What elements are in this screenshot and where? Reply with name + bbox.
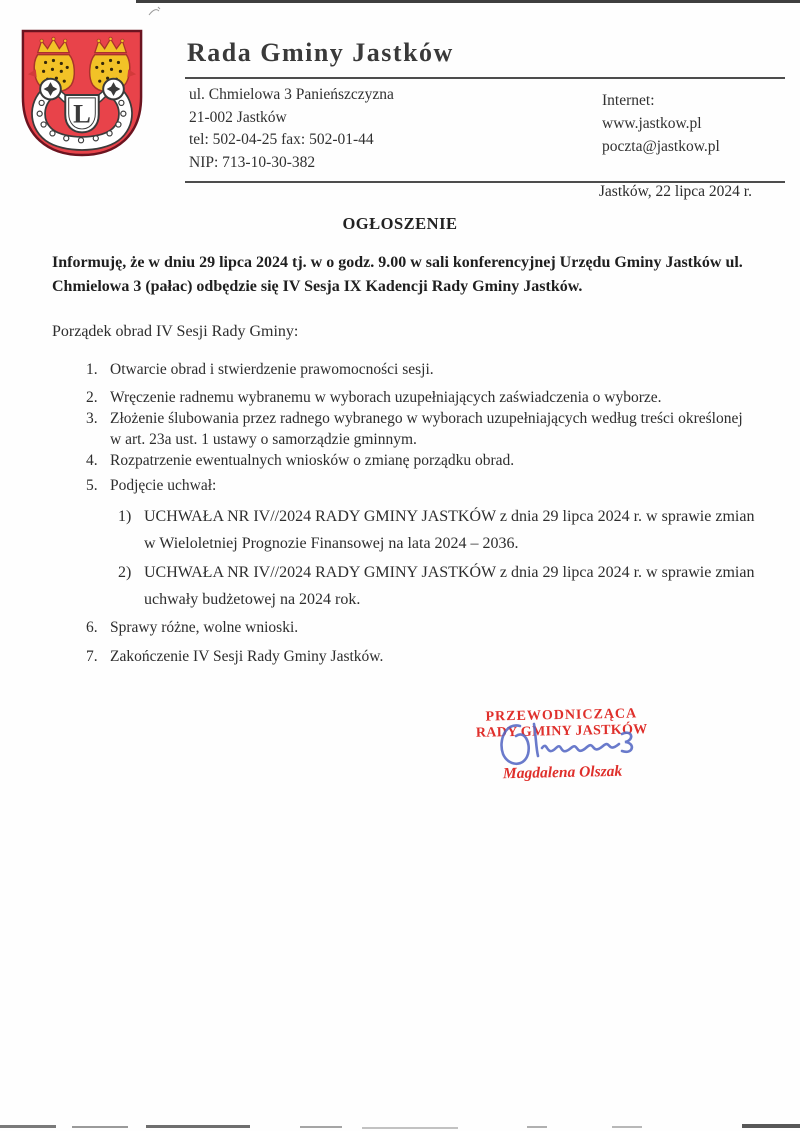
scan-artifact-bottom [0,1125,56,1128]
internet-label: Internet: [602,92,655,109]
resolution-number: 1) [118,508,132,525]
agenda-item-2 [52,387,755,408]
resolution-text: UCHWAŁA NR IV//2024 RADY GMINY JASTKÓW z dnia 29 lipca 2024 r. w sprawie zmian w Wieloletniej Prognozie Finansowej na lata 2024 – 2036. [144,508,755,552]
resolution-text: UCHWAŁA NR IV//2024 RADY GMINY JASTKÓW z dnia 29 lipca 2024 r. w sprawie zmian uchwały budżetowej na 2024 rok. [144,564,755,608]
scan-artifact-bottom [362,1127,458,1129]
coat-of-arms [18,26,146,160]
agenda-item-7 [52,646,755,667]
agenda-item-1 [52,359,755,380]
address-city: 21-002 Jastków [189,108,287,126]
agenda-item-number: 7. [86,648,98,665]
address-block [185,79,785,181]
agenda-item-number: 5. [86,477,98,494]
stamp-title-line1: PRZEWODNICZĄCA [485,706,638,725]
agenda-item-3 [52,408,755,450]
agenda-item-text: Sprawy różne, wolne wnioski. [110,619,299,636]
address-street: ul. Chmielowa 3 Panieńszczyzna [189,86,394,103]
document-body [52,251,755,667]
email-text: poczta@jastkow.pl [602,138,720,155]
handwritten-signature [494,716,646,774]
agenda-item-text: Otwarcie obrad i stwierdzenie prawomocności sesji. [110,361,434,378]
crest-tip-cross-left [40,79,61,100]
agenda-item-4 [52,450,755,471]
agenda-item-text: Podjęcie uchwał: [110,477,217,494]
dateline: Jastków, 22 lipca 2024 r. [598,183,752,200]
scan-artifact-bottom [612,1126,642,1128]
resolution-item-2 [52,559,755,613]
document-title: OGŁOSZENIE [342,214,458,233]
agenda-item-number: 2. [86,389,98,406]
agenda-item-text: Wręczenie radnemu wybranemu w wyborach uzupełniających zaświadczenia o wyborze. [110,389,662,406]
resolution-item-1 [52,503,755,557]
address-nip: NIP: 713-10-30-382 [189,153,316,171]
agenda-item-text: Złożenie ślubowania przez radnego wybranego w wyborach uzupełniających według treści określonej w art. 23a ust. 1 ustawy o samorządzie gminnym. [110,410,743,448]
scan-artifact-bottom [72,1126,128,1128]
crest-escutcheon [65,95,98,132]
agenda-heading: Porządek obrad IV Sesji Rady Gminy: [52,323,299,340]
agenda-item-6 [52,617,755,638]
scan-artifact-bottom [146,1125,250,1128]
scan-artifact-top-edge [136,0,800,3]
org-name: Rada Gminy Jastków [187,38,454,67]
scan-artifact-bottom [300,1126,342,1128]
website-text: www.jastkow.pl [602,115,702,132]
agenda-item-number: 6. [86,619,98,636]
stamp-signer-name: Magdalena Olszak [502,762,623,783]
scan-artifact-bottom [742,1124,800,1128]
agenda-item-text: Rozpatrzenie ewentualnych wniosków o zmianę porządku obrad. [110,452,515,469]
resolution-number: 2) [118,564,132,581]
address-phone-fax: tel: 502-04-25 fax: 502-01-44 [189,131,374,148]
agenda-item-number: 4. [86,452,98,469]
agenda-item-5 [52,475,755,496]
scan-artifact-curl [146,4,166,18]
agenda-item-number: 3. [86,410,98,427]
agenda-item-text: Zakończenie IV Sesji Rady Gminy Jastków. [110,648,384,665]
stamp-title-line2: RADY GMINY JASTKÓW [475,722,648,741]
crest-tip-cross-right [103,79,124,100]
intro-paragraph: Informuję, że w dniu 29 lipca 2024 tj. w o godz. 9.00 w sali konferencyjnej Urzędu Gminy Jastków ul. Chmielowa 3 (pałac) odbędzie się IV Sesja IX Kadencji Rady Gminy Jastków. [52,254,743,295]
masthead [185,38,785,183]
agenda-item-number: 1. [86,361,98,378]
scan-artifact-bottom [527,1126,547,1128]
contact-column [602,89,720,158]
crest-letter: L [73,98,91,129]
